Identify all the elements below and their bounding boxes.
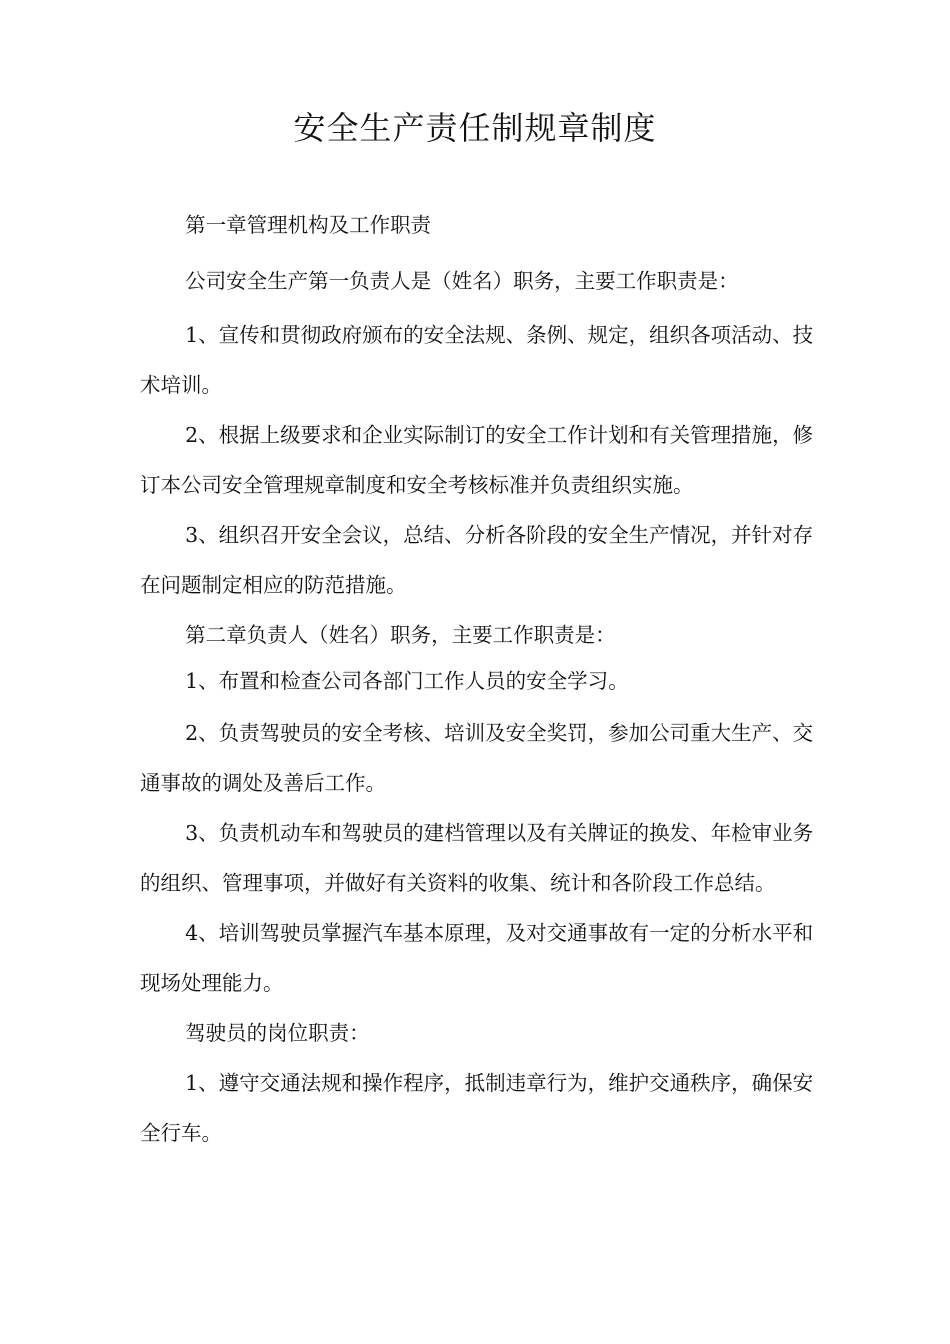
paragraph: 公司安全生产第一负责人是（姓名）职务，主要工作职责是：: [185, 269, 739, 293]
paragraph: 2、负责驾驶员的安全考核、培训及安全奖罚，参加公司重大生产、交通事故的调处及善后工作。: [140, 721, 814, 795]
chapter-1-heading: 第一章管理机构及工作职责: [185, 213, 432, 237]
document-title: 安全生产责任制规章制度: [293, 109, 657, 147]
section-heading: 驾驶员的岗位职责：: [185, 1021, 370, 1045]
document-body: [140, 200, 820, 1158]
paragraph: 2、根据上级要求和企业实际制订的安全工作计划和有关管理措施，修订本公司安全管理规章制度和安全考核标准并负责组织实施。: [140, 423, 814, 497]
paragraph: 1、布置和检查公司各部门工作人员的安全学习。: [185, 669, 629, 693]
paragraph: 4、培训驾驶员掌握汽车基本原理，及对交通事故有一定的分析水平和现场处理能力。: [140, 921, 814, 995]
chapter-2-heading: 第二章负责人（姓名）职务，主要工作职责是：: [185, 623, 616, 647]
paragraph: 3、负责机动车和驾驶员的建档管理以及有关牌证的换发、年检审业务的组织、管理事项，并做好有关资料的收集、统计和各阶段工作总结。: [140, 821, 814, 895]
paragraph: 1、宣传和贯彻政府颁布的安全法规、条例、规定，组织各项活动、技术培训。: [140, 323, 814, 397]
paragraph: 3、组织召开安全会议，总结、分析各阶段的安全生产情况，并针对存在问题制定相应的防范措施。: [140, 523, 814, 597]
paragraph: 1、遵守交通法规和操作程序，抵制违章行为，维护交通秩序，确保安全行车。: [140, 1071, 814, 1145]
